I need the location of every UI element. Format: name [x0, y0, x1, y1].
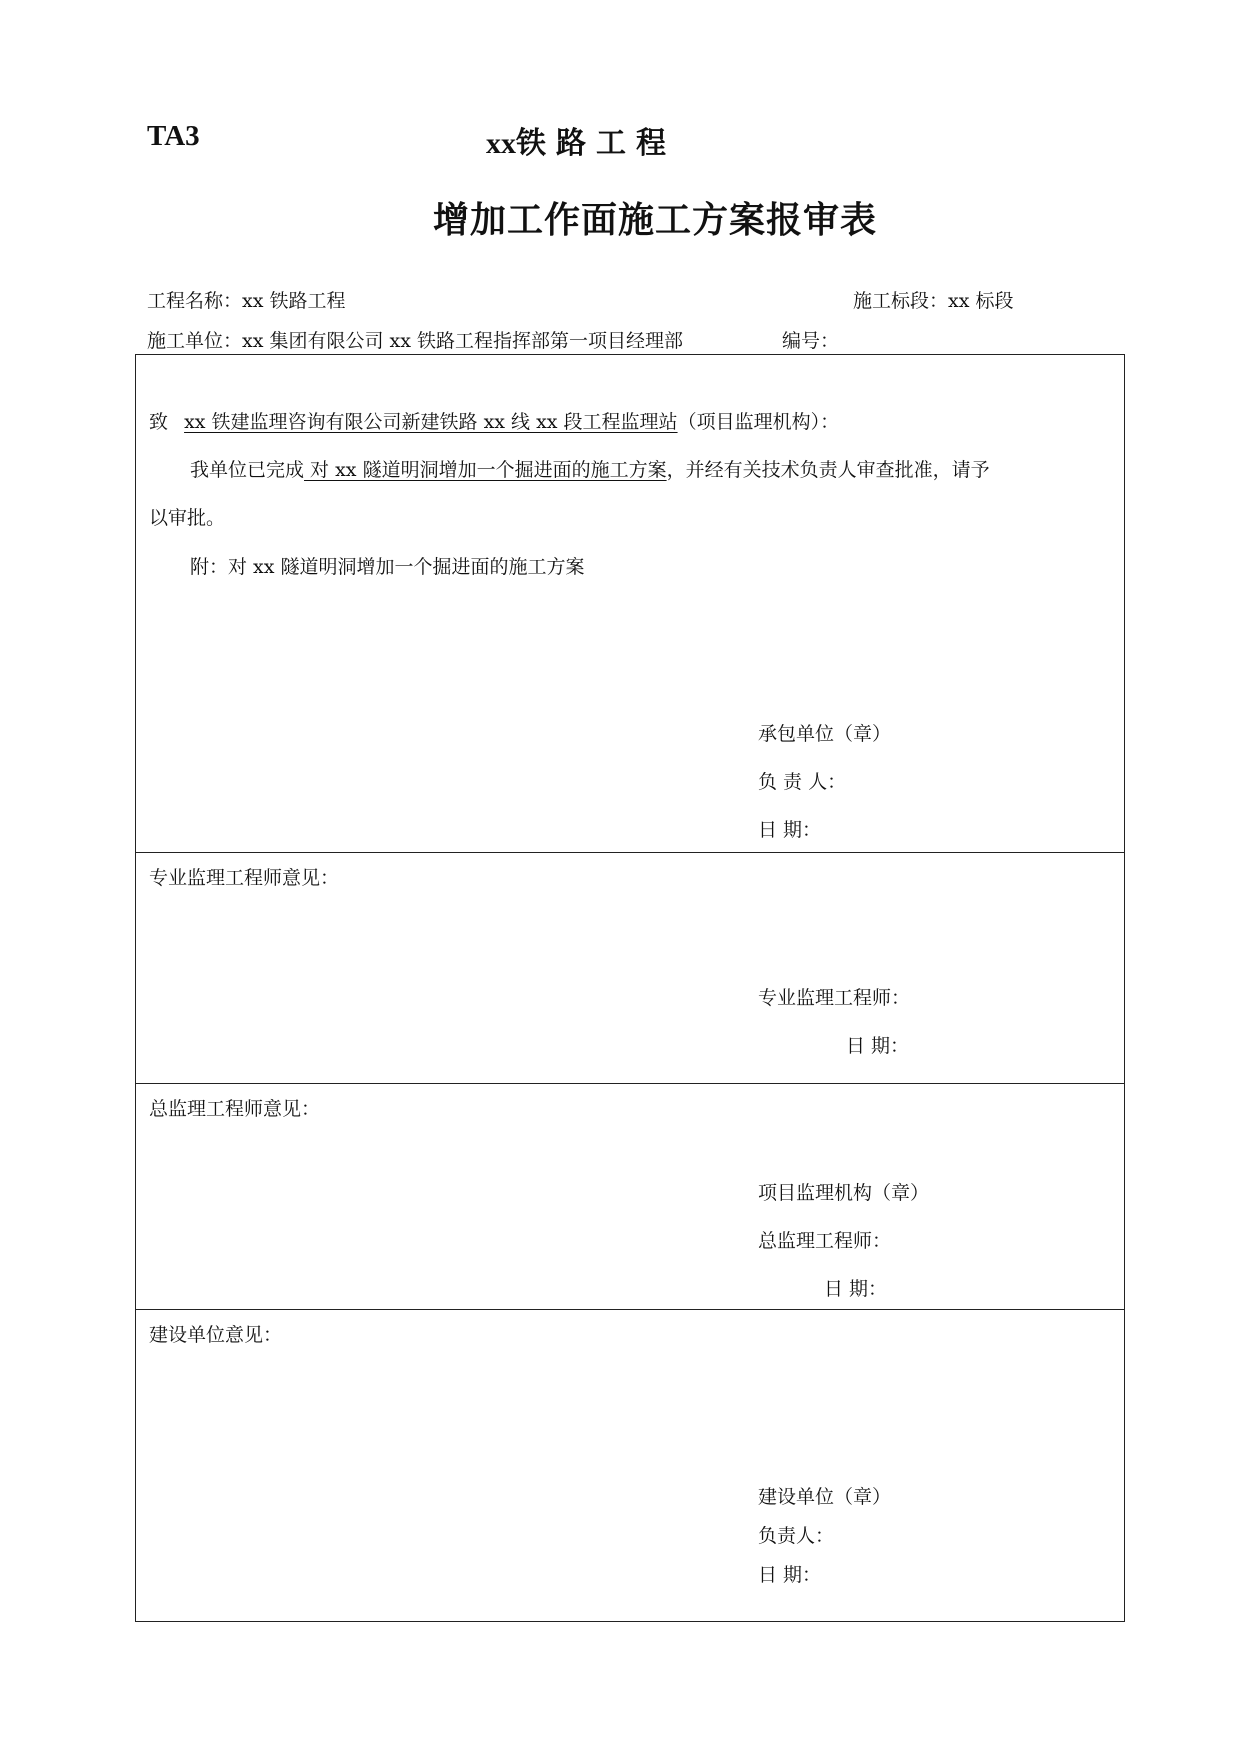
- request-suffix: ，并经有关技术负责人审查批准，请予: [666, 459, 990, 481]
- owner-date-label: 日 期：: [758, 1564, 822, 1586]
- specialist-date-label: 日 期：: [846, 1035, 910, 1057]
- chief-engineer-label: 总监理工程师：: [758, 1230, 892, 1252]
- request-item: 对 xx 隧道明洞增加一个掘进面的施工方案: [304, 459, 667, 481]
- project-name: 工程名称：xx 铁路工程: [147, 290, 346, 312]
- owner-seal-label: 建设单位（章）: [758, 1486, 892, 1508]
- request-prefix: 我单位已完成: [190, 459, 305, 481]
- attachment-line: 附：对 xx 隧道明洞增加一个掘进面的施工方案: [190, 556, 585, 578]
- chief-date-label: 日 期：: [824, 1278, 888, 1300]
- recipient-suffix: （项目监理机构）：: [677, 411, 840, 433]
- request-line: [190, 455, 990, 482]
- specialist-engineer-label: 专业监理工程师：: [758, 987, 911, 1009]
- recipient-target: xx 铁建监理咨询有限公司新建铁路 xx 线 xx 段工程监理站: [184, 411, 678, 433]
- owner-section: [136, 1309, 1124, 1621]
- number-label: 编号：: [782, 330, 840, 352]
- approval-table: [135, 354, 1125, 1622]
- specialist-heading: 专业监理工程师意见：: [149, 867, 340, 889]
- project-heading: [486, 118, 676, 162]
- recipient-prefix: 致: [149, 411, 169, 433]
- contractor-seal-label: 承包单位（章）: [758, 723, 892, 745]
- form-code: TA3: [147, 120, 200, 152]
- contractor-label: 施工单位：xx 集团有限公司 xx 铁路工程指挥部第一项目经理部: [147, 330, 683, 352]
- chief-heading: 总监理工程师意见：: [149, 1098, 321, 1120]
- request-line-2: 以审批。: [149, 507, 226, 529]
- owner-person-label: 负责人：: [758, 1525, 835, 1547]
- supervision-org-label: 项目监理机构（章）: [758, 1182, 930, 1204]
- contractor-date-label: 日 期：: [758, 819, 822, 841]
- page-title: 增加工作面施工方案报审表: [432, 200, 877, 241]
- specialist-section: [136, 852, 1124, 1083]
- recipient-line: [149, 407, 839, 434]
- contractor-section: [136, 355, 1124, 852]
- project-heading-rest: 铁路工程: [516, 126, 676, 161]
- chief-section: [136, 1083, 1124, 1309]
- project-heading-xx: xx: [486, 127, 516, 160]
- section-label: 施工标段：xx 标段: [853, 290, 1014, 312]
- owner-heading: 建设单位意见：: [149, 1324, 283, 1346]
- contractor-person-label: 负 责 人：: [758, 771, 847, 793]
